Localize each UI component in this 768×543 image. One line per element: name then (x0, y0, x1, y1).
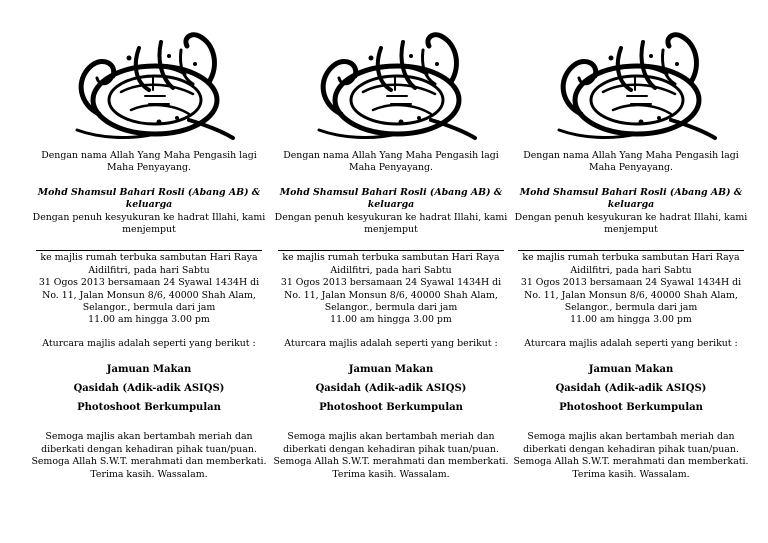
greeting-text: Dengan nama Allah Yang Maha Pengasih lagi Maha Penyayang. (523, 150, 739, 174)
event-details: ke majlis rumah terbuka sambutan Hari Raya Aidilfitri, pada hari Sabtu 31 Ogos 2013 bersamaan 24 Syawal 1434H di No. 11, Jalan Monsun 8/6, 40000 Shah Alam, Selangor., bermula dari jam 11.00 am hingga 3.00 pm (520, 252, 742, 326)
greeting-text: Dengan nama Allah Yang Maha Pengasih lagi Maha Penyayang. (41, 150, 257, 174)
closing-text: Semoga majlis akan bertambah meriah dan diberkati dengan kehadiran pihak tuan/puan. Semoga Allah S.W.T. merahmati dan memberkati. Terima kasih. Wassalam. (273, 431, 509, 480)
guest-name-blank-line (518, 250, 744, 251)
agenda-item: Qasidah (Adik-adik ASIQS) (73, 383, 225, 395)
invitation-text (512, 150, 750, 481)
agenda-list (512, 360, 750, 417)
agenda-item: Jamuan Makan (588, 364, 674, 376)
agenda-list (30, 360, 268, 417)
agenda-item: Photoshoot Berkumpulan (319, 402, 463, 414)
agenda-item: Photoshoot Berkumpulan (559, 402, 703, 414)
host-name: Mohd Shamsul Bahari Rosli (Abang AB) & keluarga (279, 186, 503, 211)
gratitude-text: Dengan penuh kesyukuran ke hadrat Illahi, kami menjemput (274, 211, 508, 236)
event-details: ke majlis rumah terbuka sambutan Hari Raya Aidilfitri, pada hari Sabtu 31 Ogos 2013 bersamaan 24 Syawal 1434H di No. 11, Jalan Monsun 8/6, 40000 Shah Alam, Selangor., bermula dari jam 11.00 am hingga 3.00 pm (38, 252, 260, 326)
host-name: Mohd Shamsul Bahari Rosli (Abang AB) & keluarga (37, 186, 261, 211)
invitation-card (272, 0, 510, 543)
gratitude-text: Dengan penuh kesyukuran ke hadrat Illahi, kami menjemput (514, 211, 748, 236)
agenda-item: Qasidah (Adik-adik ASIQS) (315, 383, 467, 395)
agenda-heading: Aturcara majlis adalah seperti yang berikut : (42, 337, 256, 349)
agenda-item: Photoshoot Berkumpulan (77, 402, 221, 414)
closing-text: Semoga majlis akan bertambah meriah dan diberkati dengan kehadiran pihak tuan/puan. Semoga Allah S.W.T. merahmati dan memberkati. Terima kasih. Wassalam. (31, 431, 267, 480)
agenda-heading: Aturcara majlis adalah seperti yang berikut : (284, 337, 498, 349)
bismillah-calligraphy-icon (311, 30, 479, 146)
bismillah-calligraphy-icon (551, 30, 719, 146)
agenda-item: Jamuan Makan (106, 364, 192, 376)
gratitude-text: Dengan penuh kesyukuran ke hadrat Illahi, kami menjemput (32, 211, 266, 236)
host-name: Mohd Shamsul Bahari Rosli (Abang AB) & keluarga (519, 186, 743, 211)
invitation-card (30, 0, 268, 543)
event-details: ke majlis rumah terbuka sambutan Hari Raya Aidilfitri, pada hari Sabtu 31 Ogos 2013 bersamaan 24 Syawal 1434H di No. 11, Jalan Monsun 8/6, 40000 Shah Alam, Selangor., bermula dari jam 11.00 am hingga 3.00 pm (280, 252, 502, 326)
agenda-heading: Aturcara majlis adalah seperti yang berikut : (524, 337, 738, 349)
greeting-text: Dengan nama Allah Yang Maha Pengasih lagi Maha Penyayang. (283, 150, 499, 174)
bismillah-calligraphy-icon (69, 30, 237, 146)
guest-name-blank-line (36, 250, 262, 251)
agenda-item: Qasidah (Adik-adik ASIQS) (555, 383, 707, 395)
invitation-text (272, 150, 510, 481)
guest-name-blank-line (278, 250, 504, 251)
invitation-text (30, 150, 268, 481)
closing-text: Semoga majlis akan bertambah meriah dan diberkati dengan kehadiran pihak tuan/puan. Semoga Allah S.W.T. merahmati dan memberkati. Terima kasih. Wassalam. (513, 431, 749, 480)
agenda-item: Jamuan Makan (348, 364, 434, 376)
agenda-list (272, 360, 510, 417)
invitation-card (512, 0, 750, 543)
